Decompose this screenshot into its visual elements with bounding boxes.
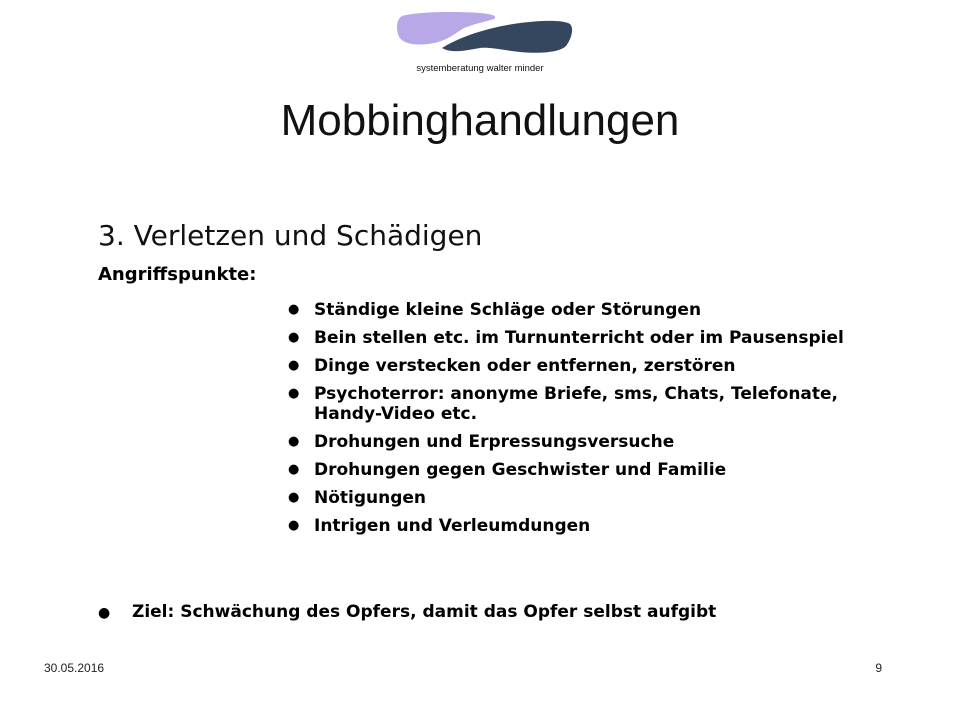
bullet-icon: ● (288, 490, 300, 505)
list-item (288, 432, 888, 452)
subheading: Angriffspunkte: (98, 264, 257, 285)
list-item-text: Dinge verstecken oder entfernen, zerstören (314, 356, 736, 376)
list-item (288, 356, 888, 376)
goal-text: Ziel: Schwächung des Opfers, damit das Opfer selbst aufgibt (132, 602, 717, 622)
list-item-text: Bein stellen etc. im Turnunterricht oder im Pausenspiel (314, 328, 844, 348)
logo-text: systemberatung walter minder (416, 63, 544, 74)
list-item (288, 516, 888, 536)
slide-title: Mobbinghandlungen (280, 96, 680, 145)
list-item-text: Intrigen und Verleumdungen (314, 516, 591, 536)
section-heading: 3. Verletzen und Schädigen (98, 219, 483, 252)
goal-statement (98, 601, 918, 624)
bullet-icon: ● (288, 518, 300, 533)
list-item-text: Drohungen und Erpressungsversuche (314, 432, 675, 452)
bullet-icon: ● (288, 302, 300, 317)
footer-date: 30.05.2016 (44, 661, 105, 675)
list-item (288, 488, 888, 508)
bullet-icon: ● (288, 358, 300, 373)
list-item-text: Nötigungen (314, 488, 427, 508)
bullet-icon: ● (288, 330, 300, 345)
list-item-text: Ständige kleine Schläge oder Störungen (314, 300, 702, 320)
logo (380, 8, 580, 72)
list-item (288, 460, 888, 480)
bullet-icon: ● (98, 605, 111, 621)
bullet-icon: ● (288, 386, 300, 401)
bullet-icon: ● (288, 462, 300, 477)
list-item-text: Drohungen gegen Geschwister und Familie (314, 460, 727, 480)
bullet-list (288, 300, 888, 544)
logo-graphic (380, 8, 580, 64)
list-item (288, 328, 888, 348)
list-item (288, 300, 888, 320)
page-number: 9 (875, 661, 882, 675)
list-item-text: Psychoterror: anonyme Briefe, sms, Chats, Telefonate, Handy-Video etc. (314, 384, 839, 424)
list-item (288, 384, 888, 424)
bullet-icon: ● (288, 434, 300, 449)
